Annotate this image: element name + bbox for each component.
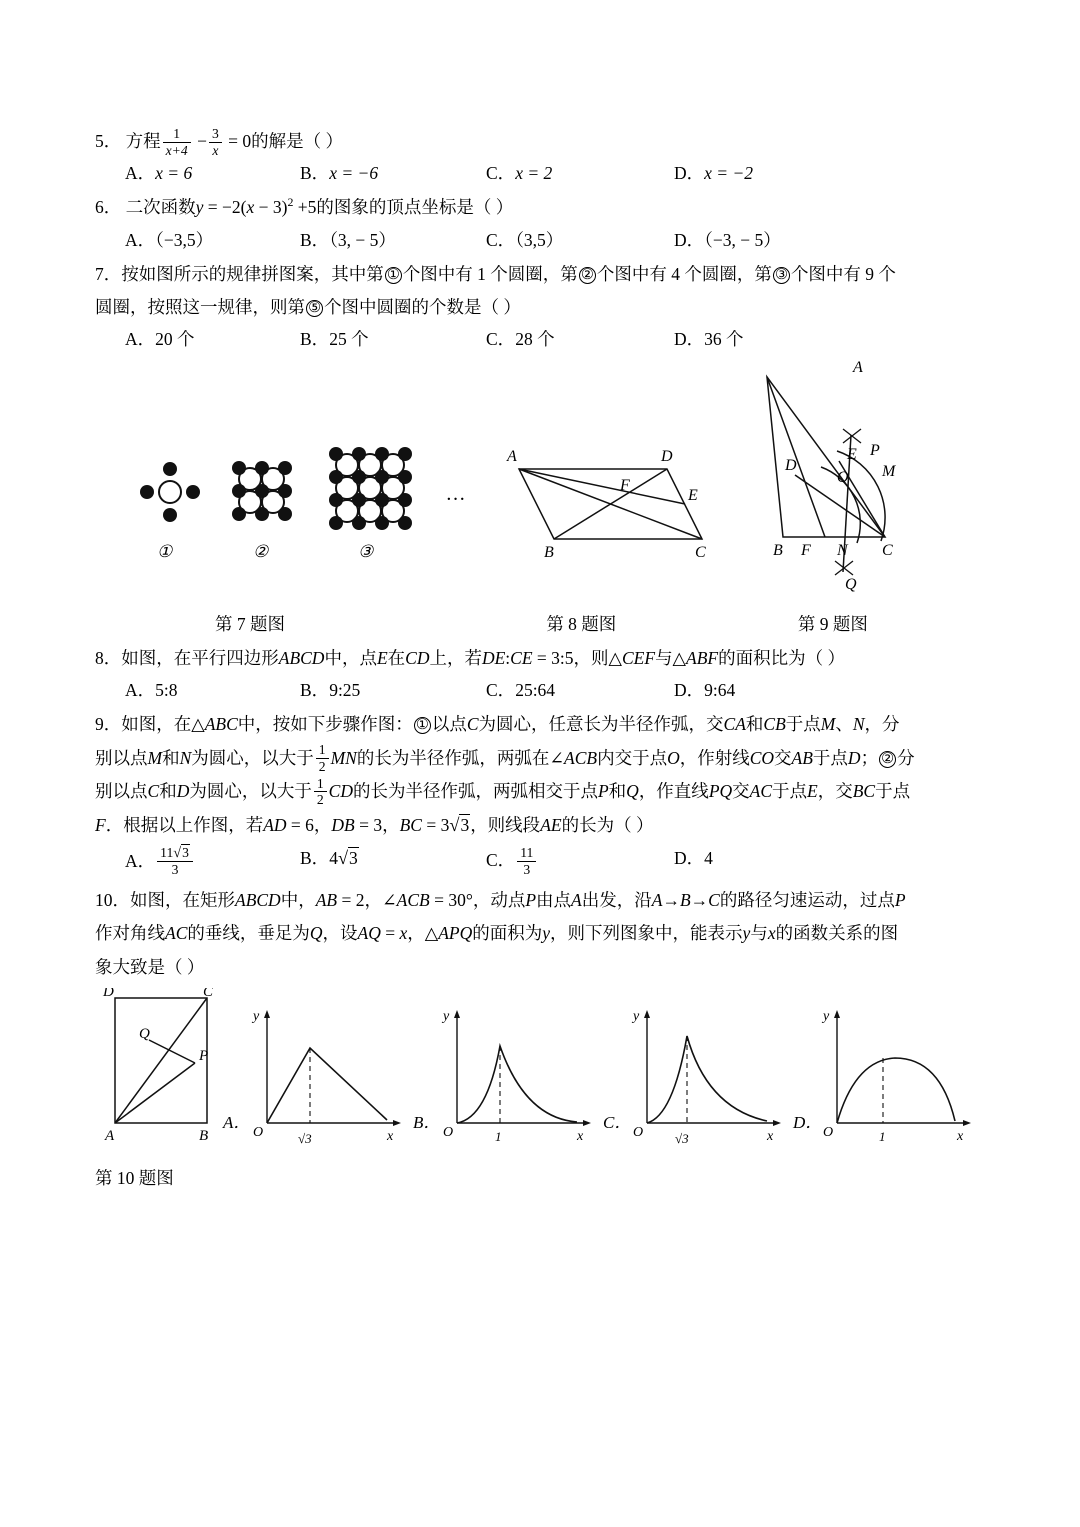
label-C-fig8: C [695, 544, 706, 561]
option-b-label: B． [300, 329, 330, 349]
question-content [95, 125, 990, 1190]
question-8-stem: 8．如图，在平行四边形ABCD中，点E在CD上，若DE:CE = 3:5，则△CEF与△ABF的面积比为（ ） [95, 648, 845, 668]
question-6-options [95, 227, 990, 252]
label-F-fig8: F [620, 477, 630, 494]
question-8-options [95, 677, 990, 702]
option-d-label: D． [674, 329, 705, 349]
label-D-fig8: D [661, 448, 673, 465]
option-c-label: C． [486, 229, 516, 250]
question-8 [95, 642, 990, 702]
question-7-number: 7． [95, 263, 122, 284]
option-b-text: 9:25 [329, 680, 361, 701]
label-Q-fig10: Q [139, 1025, 150, 1042]
graph-b-xlabel: x [577, 1128, 584, 1144]
graph-c-origin: O [633, 1124, 644, 1140]
question-5-number: 5． [95, 131, 122, 151]
question-7-line2: 圆圈，按照这一规律，则第 ⑤ 个图中圆圈的个数是（ ） [95, 296, 521, 317]
option-c-text: x = 2 [515, 163, 553, 184]
option-d[interactable] [674, 326, 854, 351]
question-9-number: 9． [95, 714, 122, 735]
label-B-fig10: B [199, 1127, 209, 1144]
option-b[interactable] [300, 326, 486, 351]
option-b-label: B． [300, 847, 330, 868]
caption-fig-9: 第 9 题图 [797, 614, 868, 634]
option-d[interactable] [674, 227, 854, 252]
question-10-figures [95, 988, 990, 1163]
option-b-label: B． [300, 163, 330, 184]
question-5-tail: = 0的解是（ ） [228, 131, 344, 151]
rectangle-figure [115, 998, 207, 1123]
graph-a-origin: O [253, 1124, 264, 1140]
graph-d-tick: 1 [879, 1128, 886, 1144]
minus-sign: − [197, 131, 207, 151]
label-F-fig9: F [801, 542, 811, 559]
question-5-stem [95, 125, 990, 158]
graph-choice-b [413, 1009, 591, 1144]
graph-c-xlabel: x [767, 1128, 774, 1144]
pattern-figure-1 [140, 462, 200, 522]
graph-b-ylabel: y [443, 1008, 450, 1024]
option-b-value: √3 [337, 847, 358, 868]
label-D-fig10: D [103, 987, 114, 1000]
option-a[interactable] [125, 227, 300, 252]
graph-a-label: A． [223, 1112, 251, 1132]
graph-b-tick: 1 [495, 1128, 502, 1144]
question-10-line1: 10．如图，在矩形ABCD中，AB = 2，∠ACB = 30°，动点P由点A出发，沿A→B→C的路径匀速运动，过点P [95, 890, 906, 911]
graph-b-origin: O [443, 1124, 454, 1140]
option-b-text: x = −6 [329, 163, 379, 184]
option-a-text: 20 个 [155, 329, 195, 349]
question-9-line2: 别以点M和N为圆心，以大于 $\frac{1}{2}$ MN的长为半径作弧，两弧在∠ACB内交于点O，作射线CO交AB于点D； ② 分 [95, 742, 915, 774]
pattern-2-label: ② [253, 542, 269, 561]
label-A-fig8: A [507, 448, 517, 465]
question-5-options [95, 160, 990, 185]
label-E-fig8: E [688, 487, 698, 504]
question-7-options [95, 326, 990, 351]
circled-3: ③ [773, 267, 790, 284]
question-9-line4: F．根据以上作图，若AD = 6，DB = 3，BC = 3√3，则线段AE的长为（ ） [95, 808, 990, 843]
option-b-label: B． [300, 680, 330, 701]
graph-choice-c [603, 1009, 781, 1146]
parallelogram-figure [519, 469, 702, 539]
label-E-fig9: E [847, 446, 857, 463]
graph-choice-d [792, 1009, 971, 1144]
option-d[interactable] [674, 160, 854, 185]
label-B-fig9: B [773, 542, 783, 559]
option-b-text: 25 个 [329, 329, 369, 349]
question-10-number: 10． [95, 890, 130, 911]
graph-c-ylabel: y [633, 1008, 640, 1024]
option-a-value: $\frac{11√3}{3}$ [157, 845, 193, 878]
caption-fig-10: 第 10 题图 [95, 1167, 174, 1188]
option-b[interactable] [300, 677, 486, 702]
pattern-ellipsis: … [447, 483, 465, 505]
triangle-construction-figure [767, 377, 885, 572]
question-6 [95, 191, 990, 251]
option-c-label: C． [486, 680, 516, 701]
fraction-1-over-x4: $\frac{1}{x+4}$ [163, 126, 191, 158]
fraction-half-2: $\frac{1}{2}$ [314, 776, 327, 808]
option-d-text: （−3, − 5） [704, 229, 781, 250]
label-D-fig9: D [785, 457, 797, 474]
option-a[interactable] [125, 326, 300, 351]
label-N-fig9: N [837, 542, 848, 559]
question-5-stem-text: 方程 [125, 131, 161, 151]
sqrt-3: √3 [449, 815, 470, 835]
option-c-label: C． [486, 850, 516, 871]
caption-fig-7: 第 7 题图 [215, 614, 285, 634]
question-6-stem: 6． 二次函数$y = -2(x - 3)^2 +5$的图象的顶点坐标是（ ） [95, 195, 514, 218]
graph-a-xlabel: x [387, 1128, 394, 1144]
circled-1: ① [414, 717, 431, 734]
question-7-line1: 7．按如图所示的规律拼图案，其中第 ① 个图中有 1 个圆圈，第 ② 个图中有 4 个圆圈，第 ③ 个图中有 9 个 [95, 263, 896, 284]
label-O-fig9: O [837, 469, 849, 486]
option-d-text: 9:64 [704, 680, 736, 701]
option-a[interactable] [125, 677, 300, 702]
option-c-text: 25:64 [515, 680, 556, 701]
question-10-line3: 象大致是（ ） [95, 956, 205, 977]
option-b[interactable]: B．4√3 [300, 847, 358, 868]
graph-c-label: C． [603, 1112, 632, 1132]
graph-d-label: D． [793, 1112, 823, 1132]
graph-options-svg [95, 988, 985, 1158]
label-C-fig10: C [203, 987, 214, 1000]
option-a-label: A． [125, 680, 156, 701]
option-d-label: D． [674, 229, 705, 250]
question-10 [95, 884, 990, 984]
question-6-number: 6． [95, 197, 122, 218]
option-a-text: 5:8 [155, 680, 178, 701]
circled-1: ① [385, 267, 402, 284]
pattern-figure-2 [232, 461, 292, 521]
graph-d-origin: O [823, 1124, 834, 1140]
graph-b-label: B． [413, 1112, 441, 1132]
graph-a-ylabel: y [253, 1008, 260, 1024]
option-a-label: A． [125, 329, 156, 349]
label-M-fig9: M [882, 463, 896, 480]
label-A-fig10: A [105, 1127, 115, 1144]
option-d-text: 36 个 [704, 329, 744, 349]
graph-c-tick: √3 [675, 1130, 689, 1146]
option-a[interactable] [125, 160, 300, 185]
option-a-label: A． [125, 229, 156, 250]
question-9 [95, 708, 990, 878]
label-Q-fig9: Q [845, 576, 857, 593]
question-8-number: 8． [95, 648, 122, 668]
option-d-label: D． [674, 680, 705, 701]
graph-choice-a [222, 1009, 401, 1146]
figures-svg [95, 357, 985, 612]
label-P-fig9: P [870, 442, 880, 459]
pattern-1-label: ① [157, 542, 173, 561]
option-b-text: （3, − 5） [329, 229, 396, 250]
option-c-value: $\frac{11}{3}$ [517, 845, 536, 877]
option-c[interactable] [486, 677, 674, 702]
label-A-fig9: A [853, 359, 863, 376]
figures-row [95, 357, 990, 617]
question-9-line3: 别以点C和D为圆心，以大于 $\frac{1}{2}$ CD的长为半径作弧，两弧相交于点P和Q，作直线PQ交AC于点E，交BC于点 [95, 775, 911, 808]
fraction-half-1: $\frac{1}{2}$ [316, 742, 329, 774]
option-d[interactable]: D．4 [674, 847, 713, 868]
option-d-text: x = −2 [704, 163, 754, 184]
graph-d-ylabel: y [823, 1008, 830, 1024]
question-10-line2: 作对角线AC的垂线，垂足为Q，设AQ = x，△APQ的面积为y，则下列图象中，能表示y与x的函数关系的图 [95, 923, 899, 944]
option-d[interactable] [674, 677, 854, 702]
option-b-label: B． [300, 229, 330, 250]
option-c-label: C． [486, 163, 516, 184]
option-d-label: D． [674, 163, 705, 184]
caption-fig-8: 第 8 题图 [546, 614, 617, 634]
option-b[interactable] [300, 160, 486, 185]
option-c[interactable] [486, 326, 674, 351]
option-d-label: D． [674, 847, 705, 868]
option-b[interactable] [300, 227, 486, 252]
question-7 [95, 258, 990, 352]
option-a-label: A． [125, 850, 156, 871]
option-c[interactable] [486, 845, 674, 878]
option-c[interactable] [486, 227, 674, 252]
graph-a-tick: √3 [298, 1130, 312, 1146]
graph-d-xlabel: x [957, 1128, 964, 1144]
option-a-text: x = 6 [155, 163, 193, 184]
option-a[interactable] [125, 845, 300, 878]
question-9-line1: 9．如图，在△ABC中，按如下步骤作图： ① 以点C为圆心，任意长为半径作弧，交CA和CB于点M、N，分 [95, 714, 900, 735]
option-c-text: 28 个 [515, 329, 555, 349]
circled-5: ⑤ [306, 300, 323, 317]
option-c-label: C． [486, 329, 516, 349]
pattern-3-label: ③ [358, 542, 374, 561]
circled-2: ② [579, 267, 596, 284]
option-a-label: A． [125, 163, 156, 184]
option-c-text: （3,5） [515, 229, 564, 250]
question-9-options [95, 845, 990, 878]
pattern-figure-3 [329, 447, 412, 530]
circled-2: ② [879, 751, 896, 768]
option-a-text: （−3,5） [155, 229, 214, 250]
question-5 [95, 125, 990, 185]
option-c[interactable] [486, 160, 674, 185]
label-P-fig10: P [199, 1047, 209, 1064]
label-C-fig9: C [882, 542, 893, 559]
label-B-fig8: B [544, 544, 554, 561]
fraction-3-over-x: $\frac{3}{x}$ [209, 126, 222, 158]
